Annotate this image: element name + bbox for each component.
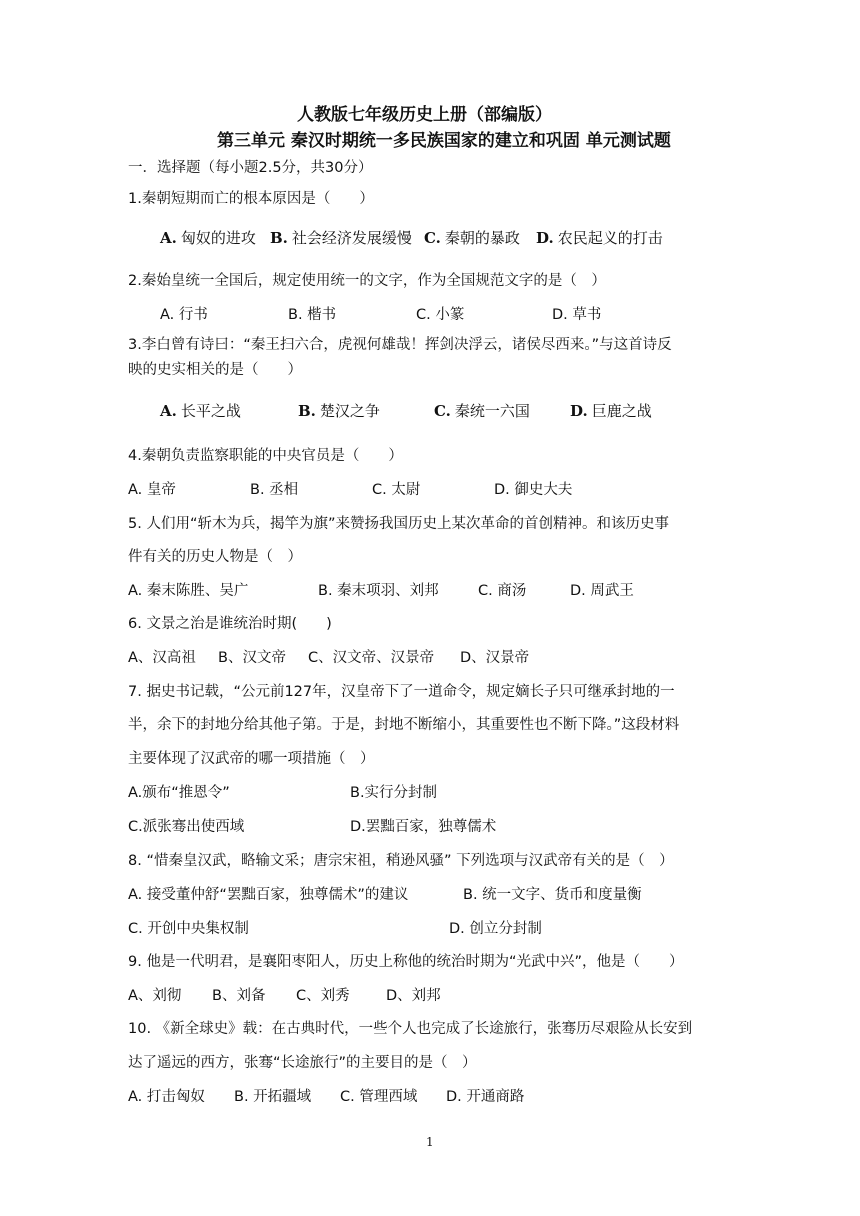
q8-option-d: D. 创立分封制: [449, 921, 542, 937]
q3-option-d: D. 巨鹿之战: [570, 402, 652, 420]
q10-option-a: A. 打击匈奴: [128, 1089, 205, 1105]
q2-option-b: B. 楷书: [288, 307, 337, 323]
question-7-line-1: 7. 据史书记载，“公元前127年，汉皇帝下了一道命令，规定嫡长子只可继承封地的一: [128, 684, 675, 700]
section-heading: 一．选择题（每小题2.5分，共30分）: [128, 160, 373, 176]
q3-option-a: A. 长平之战: [160, 402, 241, 420]
document-subtitle: 第三单元 秦汉时期统一多民族国家的建立和巩固 单元测试题: [217, 131, 671, 151]
q1-option-a: A. 匈奴的进攻: [160, 229, 256, 247]
q5-option-c: C. 商汤: [478, 583, 527, 599]
q6-option-c: C、汉文帝、汉景帝: [308, 650, 435, 666]
question-6: 6. 文景之治是谁统治时期( ): [128, 616, 332, 632]
question-5-line-1: 5. 人们用“斩木为兵，揭竿为旗”来赞扬我国历史上某次革命的首创精神。和该历史事: [128, 516, 669, 532]
q5-option-b: B. 秦末项羽、刘邦: [318, 583, 439, 599]
q5-option-a: A. 秦末陈胜、吴广: [128, 583, 249, 599]
question-10-line-2: 达了遥远的西方，张骞“长途旅行”的主要目的是（ ）: [128, 1055, 477, 1071]
question-3-options: [160, 401, 652, 421]
question-10-options: [128, 1087, 524, 1107]
question-3-line-2: 映的史实相关的是（ ）: [128, 362, 302, 378]
q2-option-a: A. 行书: [160, 307, 208, 323]
q7-option-d: D.罢黜百家，独尊儒术: [350, 819, 497, 835]
q8-option-b: B. 统一文字、货币和度量衡: [463, 887, 642, 903]
question-3-line-1: 3.李白曾有诗曰：“秦王扫六合，虎视何雄哉！挥剑决浮云，诸侯尽西来。”与这首诗反: [128, 337, 672, 353]
question-5-line-2: 件有关的历史人物是（ ）: [128, 549, 302, 565]
q10-option-d: D. 开通商路: [446, 1089, 525, 1105]
q9-option-d: D、刘邦: [386, 988, 441, 1004]
q4-option-b: B. 丞相: [250, 482, 299, 498]
q3-option-b: B. 楚汉之争: [298, 402, 380, 420]
question-7-line-3: 主要体现了汉武帝的哪一项措施（ ）: [128, 751, 375, 767]
q1-option-d: D. 农民起义的打击: [536, 229, 663, 247]
question-4: 4.秦朝负责监察职能的中央官员是（ ）: [128, 448, 403, 464]
q10-option-b: B. 开拓疆域: [234, 1089, 312, 1105]
question-1-options: [160, 228, 663, 248]
q7-option-b: B.实行分封制: [350, 785, 438, 801]
q2-option-d: D. 草书: [552, 307, 602, 323]
document-title: 人教版七年级历史上册（部编版）: [297, 105, 552, 125]
q3-option-c: C. 秦统一六国: [434, 402, 530, 420]
q1-option-b: B. 社会经济发展缓慢: [270, 229, 412, 247]
q6-option-d: D、汉景帝: [460, 650, 530, 666]
q2-option-c: C. 小篆: [416, 307, 465, 323]
q4-option-a: A. 皇帝: [128, 482, 176, 498]
q9-option-a: A、刘彻: [128, 988, 182, 1004]
question-9: 9. 他是一代明君，是襄阳枣阳人，历史上称他的统治时期为“光武中兴”，他是（ ）: [128, 954, 684, 970]
q1-option-c: C. 秦朝的暴政: [424, 229, 520, 247]
question-2: 2.秦始皇统一全国后，规定使用统一的文字，作为全国规范文字的是（ ）: [128, 273, 606, 289]
q7-option-c: C.派张骞出使西域: [128, 819, 245, 835]
q6-option-a: A、汉高祖: [128, 650, 196, 666]
page-number: 1: [426, 1135, 434, 1149]
q9-option-c: C、刘秀: [296, 988, 350, 1004]
q9-option-b: B、刘备: [212, 988, 266, 1004]
q4-option-c: C. 太尉: [372, 482, 421, 498]
question-6-options: [128, 648, 529, 668]
question-4-options: [128, 480, 572, 500]
question-5-options: [128, 581, 634, 601]
question-10-line-1: 10. 《新全球史》载：在古典时代，一些个人也完成了长途旅行，张骞历尽艰险从长安到: [128, 1021, 693, 1037]
question-2-options: [160, 305, 601, 325]
q6-option-b: B、汉文帝: [218, 650, 286, 666]
question-1: 1.秦朝短期而亡的根本原因是（ ）: [128, 191, 374, 207]
q8-option-a: A. 接受董仲舒“罢黜百家，独尊儒术”的建议: [128, 887, 409, 903]
q8-option-c: C. 开创中央集权制: [128, 921, 249, 937]
q7-option-a: A.颁布“推恩令”: [128, 785, 230, 801]
question-8: 8. “惜秦皇汉武，略输文采；唐宗宋祖，稍逊风骚” 下列选项与汉武帝有关的是（ ）: [128, 853, 674, 869]
question-7-line-2: 半，余下的封地分给其他子第。于是，封地不断缩小，其重要性也不断下降。”这段材料: [128, 717, 680, 733]
q5-option-d: D. 周武王: [570, 583, 634, 599]
q10-option-c: C. 管理西域: [340, 1089, 418, 1105]
question-9-options: [128, 986, 441, 1006]
q4-option-d: D. 御史大夫: [494, 482, 573, 498]
